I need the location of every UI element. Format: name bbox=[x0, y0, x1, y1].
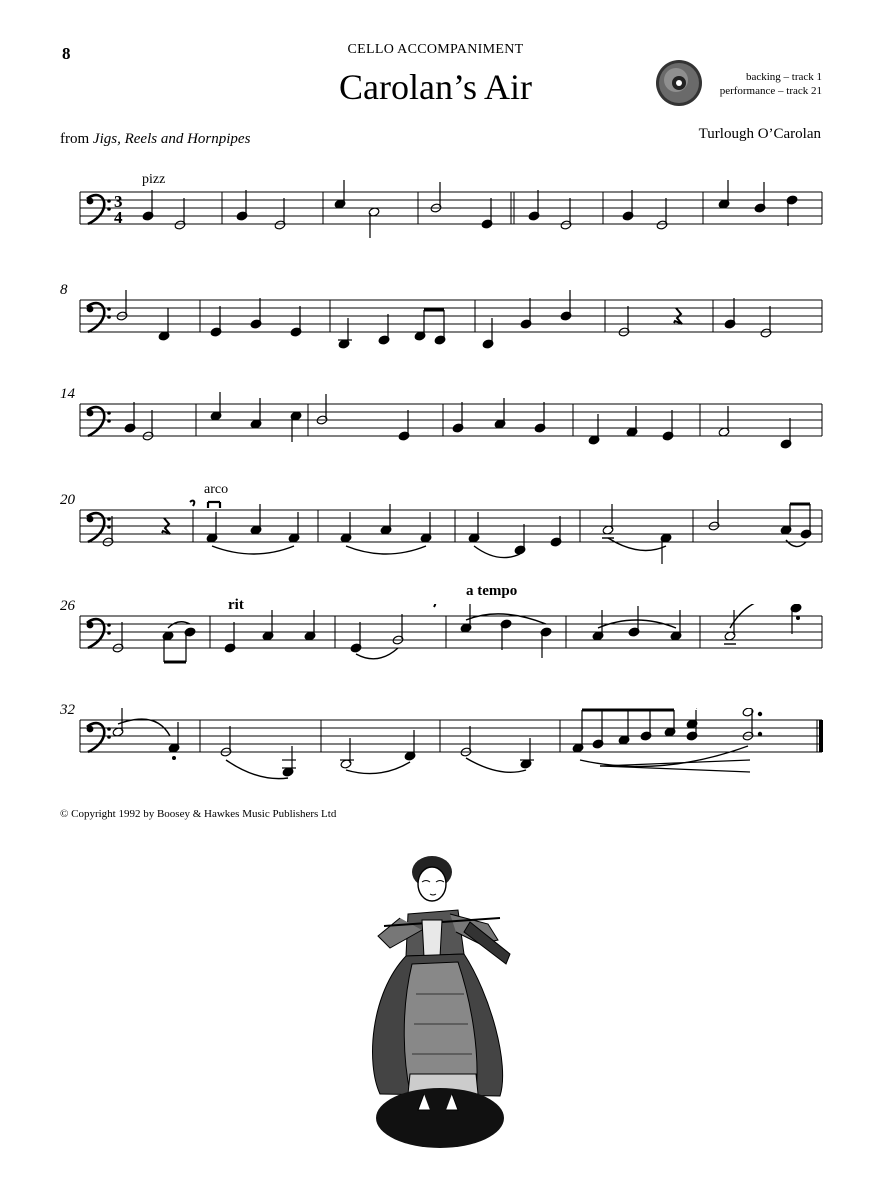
measure-number-26: 26 bbox=[60, 598, 75, 614]
backing-track: backing – track 1 bbox=[745, 71, 822, 83]
source-title: Jigs, Reels and Hornpipes bbox=[92, 131, 251, 147]
source-prefix: from bbox=[60, 131, 93, 147]
bass-clef-icon bbox=[87, 513, 111, 542]
cd-disc-icon bbox=[654, 58, 704, 108]
staff-system-1 bbox=[0, 180, 871, 260]
staff-system-3 bbox=[0, 392, 871, 472]
time-sig-bottom: 4 bbox=[114, 208, 123, 227]
a-tempo-direction: a tempo bbox=[466, 583, 518, 599]
bass-clef-icon bbox=[87, 303, 111, 332]
pizz-direction: pizz bbox=[142, 172, 166, 187]
arco-direction: arco bbox=[204, 482, 229, 497]
performance-track: performance – track 21 bbox=[719, 85, 822, 97]
bass-clef-icon bbox=[87, 407, 111, 436]
measure-number-32: 32 bbox=[60, 702, 75, 718]
bass-clef-icon bbox=[87, 195, 111, 224]
bass-clef-icon bbox=[87, 723, 111, 752]
composer: Turlough O’Carolan bbox=[698, 126, 821, 142]
measure-number-20: 20 bbox=[60, 492, 75, 508]
part-label: CELLO ACCOMPANIMENT bbox=[347, 42, 524, 57]
bass-clef-icon bbox=[87, 619, 111, 648]
copyright-notice: © Copyright 1992 by Boosey & Hawkes Music Publishers Ltd bbox=[60, 808, 337, 820]
measure-number-14: 14 bbox=[60, 386, 75, 402]
violinist-illustration bbox=[360, 844, 530, 1149]
piece-title: Carolan’s Air bbox=[339, 67, 532, 107]
track-info bbox=[712, 70, 822, 98]
measure-number-8: 8 bbox=[60, 282, 68, 298]
page-number: 8 bbox=[62, 44, 71, 63]
staff-system-6 bbox=[0, 708, 871, 788]
staff-system-2 bbox=[0, 288, 871, 368]
source-line bbox=[60, 131, 250, 148]
time-sig-top: 3 bbox=[114, 192, 123, 211]
staff-system-4 bbox=[0, 498, 871, 578]
rit-direction: rit bbox=[228, 597, 244, 613]
staff-system-5 bbox=[0, 604, 871, 684]
